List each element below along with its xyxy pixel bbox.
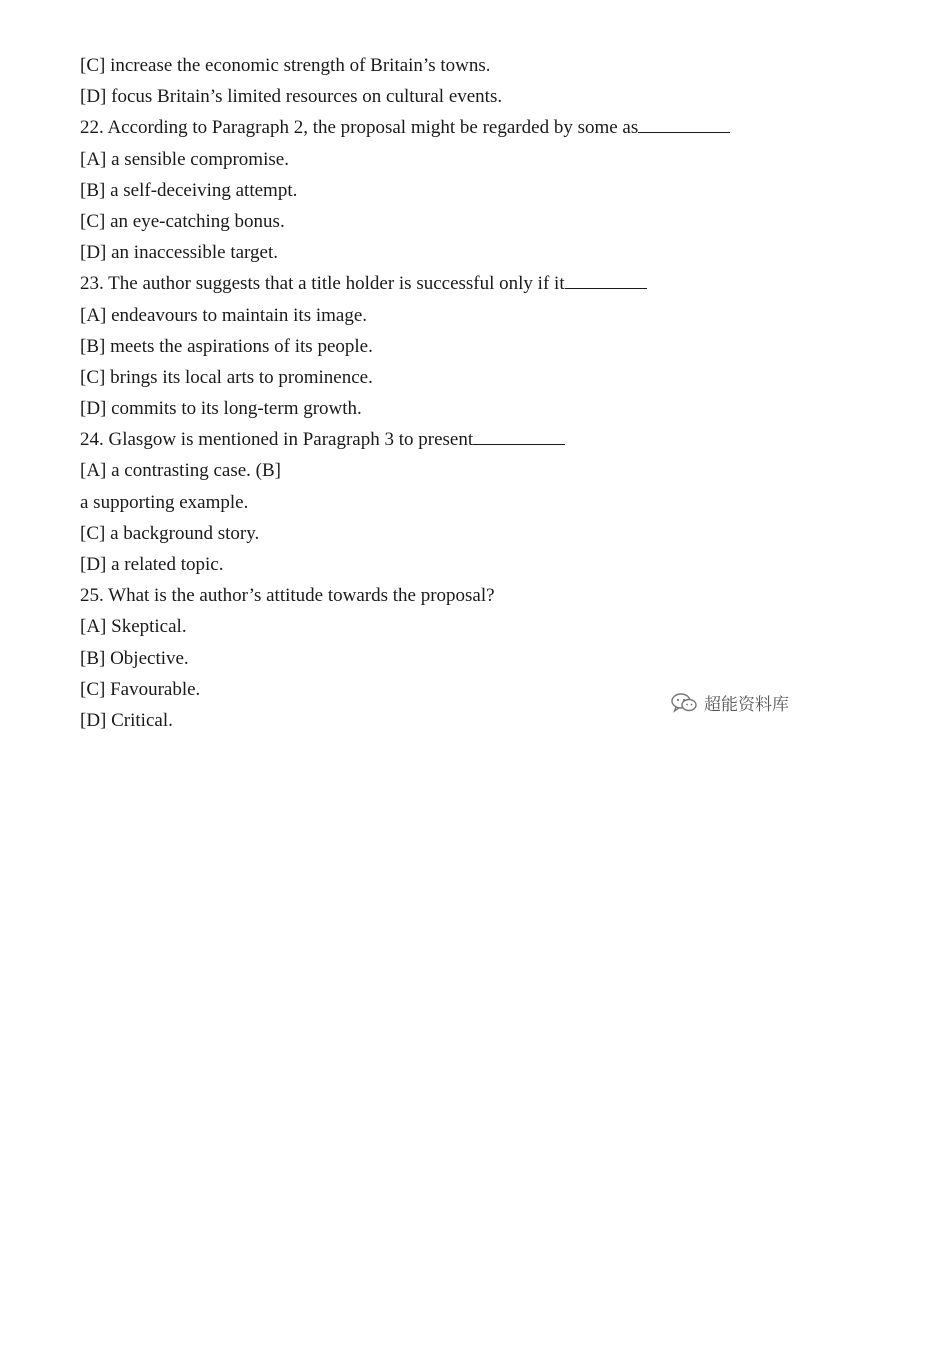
watermark-text: 超能资料库	[704, 695, 789, 715]
option-21c: [C] increase the economic strength of Britain’s towns.	[80, 55, 491, 76]
option-25d: [D] Critical.	[80, 709, 173, 731]
option-24b: a supporting example.	[80, 491, 249, 513]
option-24c: [C] a background story.	[80, 522, 260, 544]
question-22: 22. According to Paragraph 2, the proposal might be regarded by some as	[80, 112, 840, 143]
option-25c: [C] Favourable.	[80, 678, 201, 700]
option-23b: [B] meets the aspirations of its people.	[80, 335, 373, 357]
wechat-icon	[670, 692, 698, 714]
document-page	[80, 50, 840, 736]
question-25: 25. What is the author’s attitude towards the proposal?	[80, 585, 495, 607]
option-25b: [B] Objective.	[80, 647, 189, 669]
option-24d: [D] a related topic.	[80, 554, 224, 575]
answer-blank	[638, 114, 730, 133]
option-22b: [B] a self-deceiving attempt.	[80, 179, 298, 201]
option-22a: [A] a sensible compromise.	[80, 148, 289, 170]
option-21d: [D] focus Britain’s limited resources on cultural events.	[80, 86, 503, 108]
option-23c: [C] brings its local arts to prominence.	[80, 366, 373, 388]
option-23a: [A] endeavours to maintain its image.	[80, 304, 368, 326]
option-22c: [C] an eye-catching bonus.	[80, 210, 285, 232]
watermark	[670, 690, 789, 715]
option-23d: [D] commits to its long-term growth.	[80, 398, 362, 420]
option-24a: [A] a contrasting case. (B]	[80, 460, 282, 482]
question-24: 24. Glasgow is mentioned in Paragraph 3 to present	[80, 424, 840, 455]
question-23: 23. The author suggests that a title holder is successful only if it	[80, 268, 840, 299]
option-25a: [A] Skeptical.	[80, 616, 187, 638]
option-22d: [D] an inaccessible target.	[80, 242, 279, 264]
answer-blank	[565, 270, 647, 289]
answer-blank	[473, 426, 565, 445]
